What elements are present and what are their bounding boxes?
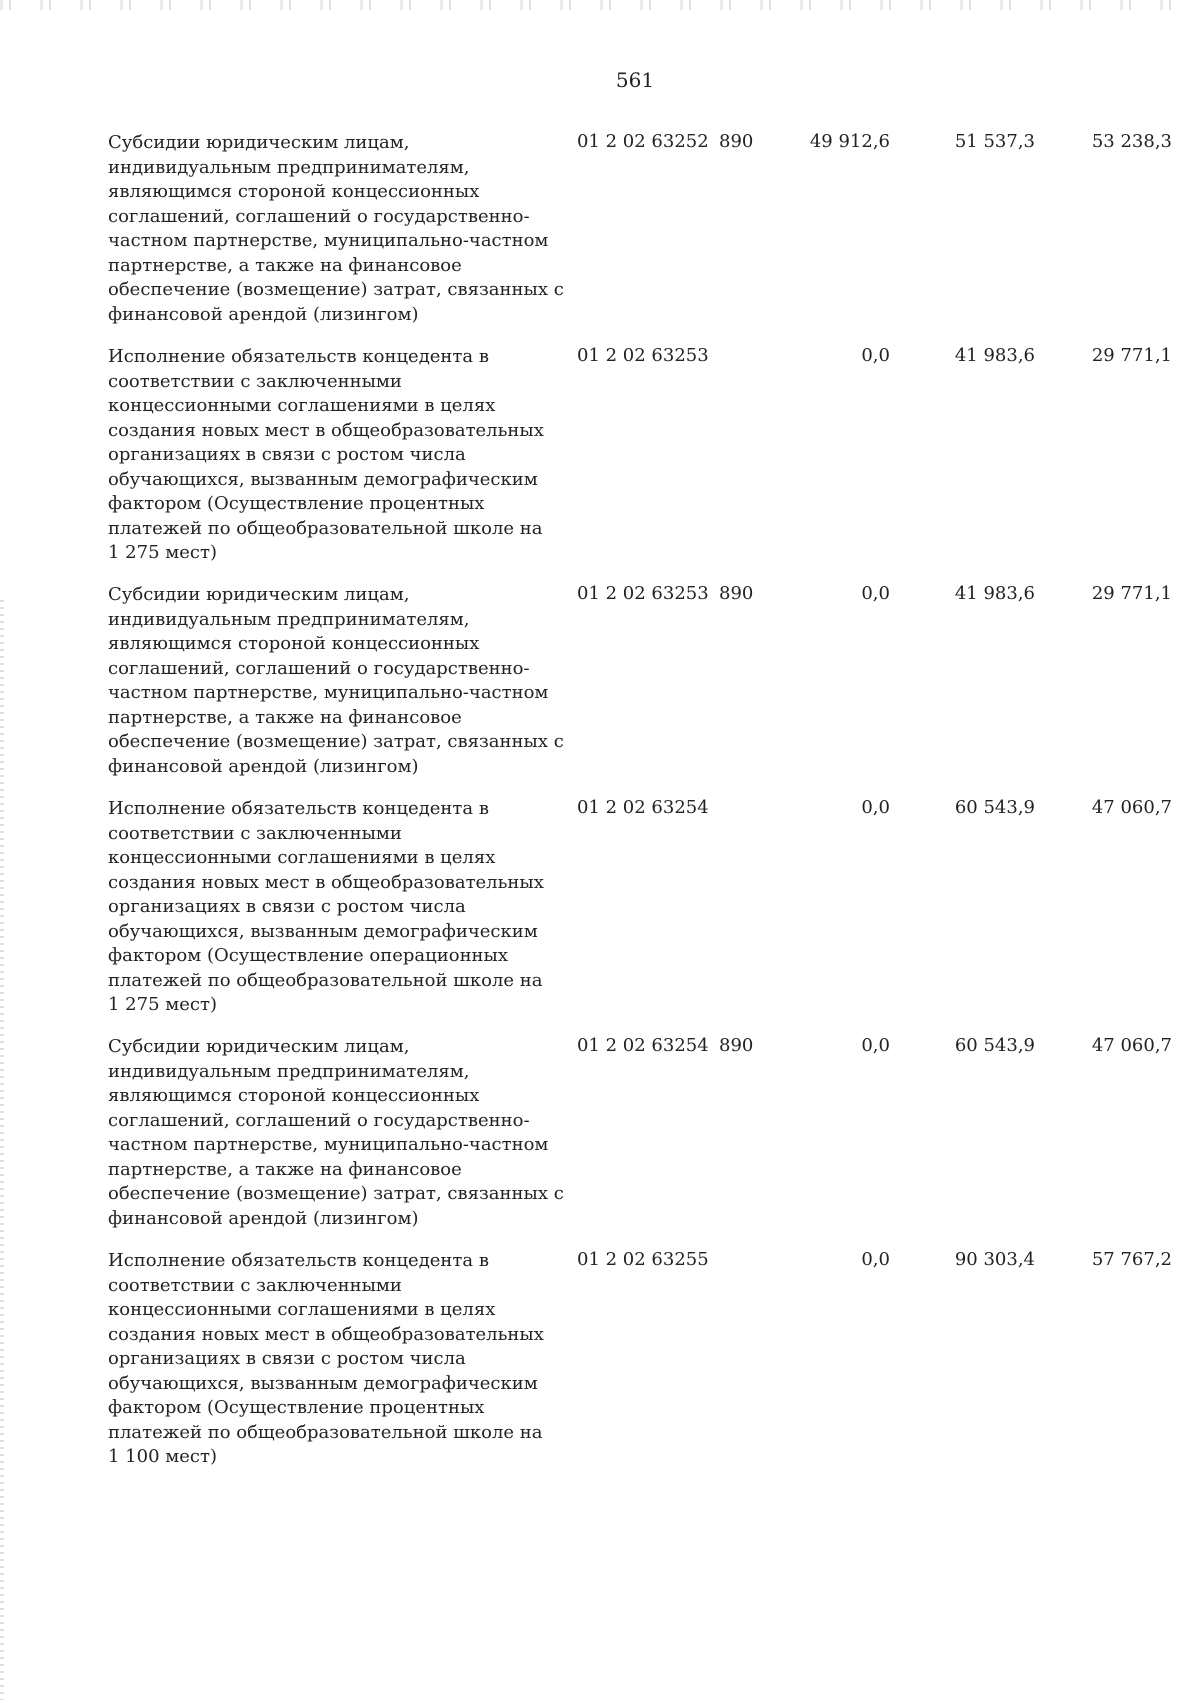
row-value-year2: 90 303,4: [954, 1249, 1035, 1270]
row-value-year1: 0,0: [861, 1035, 890, 1056]
row-description: Субсидии юридическим лицам, индивидуальным предпринимателям, являющимся стороной концессионных соглашений, соглашений о государственно- частном партнерстве, муниципально-частном партнерстве, а также на финансовое обеспечение (возмещение) затрат, связанных с финансовой арендой (лизингом): [108, 584, 564, 777]
row-value-year2: 41 983,6: [954, 583, 1035, 604]
row-value-year1: 0,0: [861, 797, 890, 818]
page-number: 561: [615, 68, 655, 92]
row-value-year3: 29 771,1: [1091, 583, 1172, 604]
row-expense-type: 890: [719, 131, 754, 152]
row-description: Исполнение обязательств концедента в соответствии с заключенными концессионными соглашениями в целях создания новых мест в общеобразовательных организациях в связи с ростом числа обучающихся, вызванным демографическим фактором (Осуществление процентных платежей по общеобразовательной школе на 1 275 мест): [108, 346, 544, 563]
scan-edge-top: [0, 0, 1200, 10]
row-expense-type: 890: [719, 1035, 754, 1056]
scan-edge-left: [0, 600, 4, 1700]
row-value-year3: 57 767,2: [1091, 1249, 1172, 1270]
row-value-year2: 60 543,9: [954, 797, 1035, 818]
row-value-year1: 49 912,6: [809, 131, 890, 152]
row-description: Субсидии юридическим лицам, индивидуальным предпринимателям, являющимся стороной концессионных соглашений, соглашений о государственно- частном партнерстве, муниципально-частном партнерстве, а также на финансовое обеспечение (возмещение) затрат, связанных с финансовой арендой (лизингом): [108, 1036, 564, 1229]
row-code: 01 2 02 63254: [577, 1035, 709, 1056]
row-value-year1: 0,0: [861, 1249, 890, 1270]
row-value-year1: 0,0: [861, 583, 890, 604]
row-code: 01 2 02 63253: [577, 345, 709, 366]
row-description: Субсидии юридическим лицам, индивидуальным предпринимателям, являющимся стороной концессионных соглашений, соглашений о государственно- частном партнерстве, муниципально-частном партнерстве, а также на финансовое обеспечение (возмещение) затрат, связанных с финансовой арендой (лизингом): [108, 132, 564, 325]
row-value-year1: 0,0: [861, 345, 890, 366]
row-description: Исполнение обязательств концедента в соответствии с заключенными концессионными соглашениями в целях создания новых мест в общеобразовательных организациях в связи с ростом числа обучающихся, вызванным демографическим фактором (Осуществление процентных платежей по общеобразовательной школе на 1 100 мест): [108, 1250, 544, 1467]
row-expense-type: 890: [719, 583, 754, 604]
row-value-year3: 29 771,1: [1091, 345, 1172, 366]
row-code: 01 2 02 63254: [577, 797, 709, 818]
row-value-year2: 51 537,3: [954, 131, 1035, 152]
row-code: 01 2 02 63253: [577, 583, 709, 604]
row-value-year3: 53 238,3: [1091, 131, 1172, 152]
row-value-year3: 47 060,7: [1091, 1035, 1172, 1056]
row-value-year2: 60 543,9: [954, 1035, 1035, 1056]
row-value-year3: 47 060,7: [1091, 797, 1172, 818]
row-description: Исполнение обязательств концедента в соответствии с заключенными концессионными соглашениями в целях создания новых мест в общеобразовательных организациях в связи с ростом числа обучающихся, вызванным демографическим фактором (Осуществление операционных платежей по общеобразовательной школе на 1 275 мест): [108, 798, 544, 1015]
row-value-year2: 41 983,6: [954, 345, 1035, 366]
row-code: 01 2 02 63252: [577, 131, 709, 152]
row-code: 01 2 02 63255: [577, 1249, 709, 1270]
